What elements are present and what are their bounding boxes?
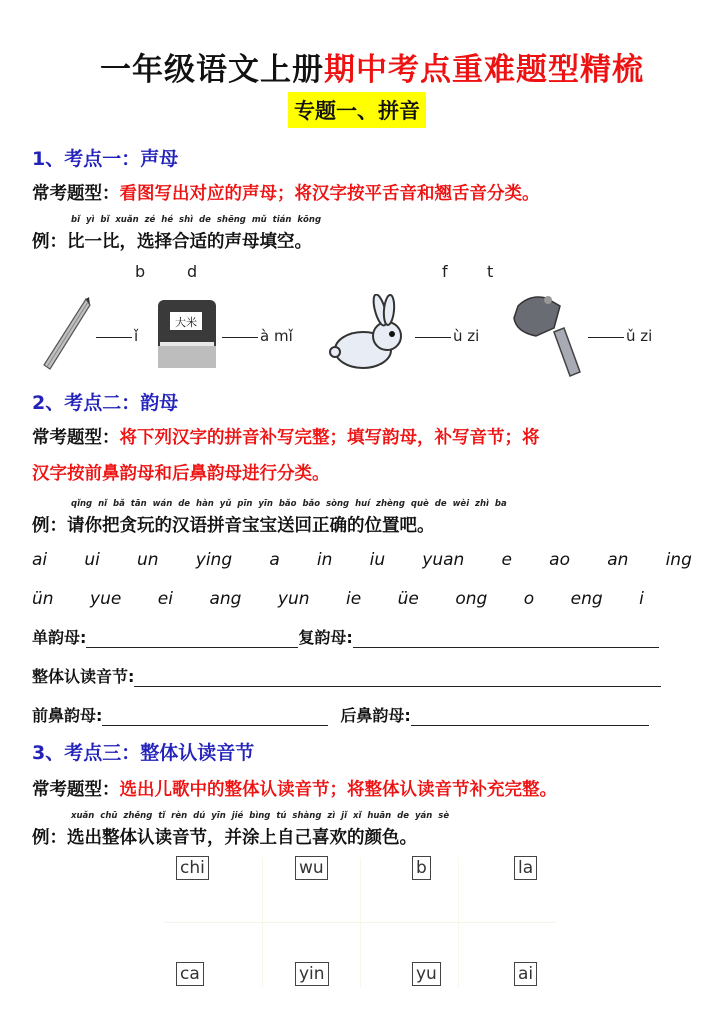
- section-1-question-type: [32, 176, 540, 212]
- syllable-box-yu[interactable]: yu: [412, 962, 441, 986]
- section-2-question-type: [32, 420, 540, 492]
- final-item: ai: [32, 550, 48, 570]
- whole-syllables-input[interactable]: [134, 668, 661, 687]
- rice-bag-icon: [156, 298, 218, 370]
- blank-pencil[interactable]: ǐ: [96, 327, 138, 345]
- qtype-label: 常考题型：: [32, 780, 120, 800]
- final-item: iu: [369, 550, 386, 570]
- front-nasal-input[interactable]: [102, 707, 328, 726]
- syllable-box-ca[interactable]: ca: [176, 962, 204, 986]
- final-item: üe: [397, 589, 419, 609]
- final-item: i: [639, 589, 644, 609]
- example-text: 比一比，选择合适的声母填空。: [67, 232, 312, 252]
- syllable-box-la[interactable]: la: [514, 856, 537, 880]
- syllable-box-yin[interactable]: yin: [295, 962, 329, 986]
- letter-choice-t: t: [487, 262, 494, 281]
- final-item: ang: [209, 589, 242, 609]
- final-item: e: [501, 550, 512, 570]
- final-item: ong: [455, 589, 488, 609]
- finals-row-1: [32, 550, 692, 570]
- example-label: 例：: [32, 516, 67, 536]
- single-finals-input[interactable]: [86, 629, 298, 648]
- letter-choice-b: b: [135, 262, 146, 281]
- final-item: ui: [84, 550, 100, 570]
- single-finals-label: 单韵母:: [32, 628, 87, 647]
- syllable-box-wu[interactable]: wu: [295, 856, 328, 880]
- qtype-text: 看图写出对应的声母；将汉字按平舌音和翘舌音分类。: [119, 184, 540, 204]
- pencil-icon: [38, 295, 94, 373]
- example-text: 选出整体认读音节，并涂上自己喜欢的颜色。: [67, 828, 417, 848]
- final-item: yun: [277, 589, 310, 609]
- axe-icon: [510, 292, 584, 378]
- final-item: eng: [570, 589, 603, 609]
- svg-text:大米: 大米: [175, 316, 197, 329]
- qtype-text-line2: 汉字按前鼻韵母和后鼻韵母进行分类。: [32, 464, 330, 484]
- final-item: un: [137, 550, 159, 570]
- letter-choice-d: d: [187, 262, 198, 281]
- final-item: yuan: [422, 550, 465, 570]
- qtype-label: 常考题型：: [32, 428, 120, 448]
- title-red-part: 期中考点重难题型精梳: [324, 52, 644, 88]
- section-2-heading: 2、考点二：韵母: [32, 392, 179, 414]
- final-item: yue: [90, 589, 122, 609]
- back-nasal-input[interactable]: [411, 707, 649, 726]
- blank-rabbit[interactable]: ù zi: [415, 327, 479, 345]
- example-label: 例：: [32, 232, 67, 252]
- qtype-text: 选出儿歌中的整体认读音节；将整体认读音节补充完整。: [119, 780, 557, 800]
- qtype-label: 常考题型：: [32, 184, 120, 204]
- final-item: an: [607, 550, 629, 570]
- syllable-box-chi[interactable]: chi: [176, 856, 209, 880]
- whole-syllables-label: 整体认读音节:: [32, 667, 135, 686]
- syllable-box-b[interactable]: b: [412, 856, 431, 880]
- qtype-text-line1: 将下列汉字的拼音补写完整；填写韵母，补写音节；将: [119, 428, 540, 448]
- final-item: a: [269, 550, 280, 570]
- final-item: ie: [345, 589, 362, 609]
- compound-finals-input[interactable]: [353, 629, 659, 648]
- back-nasal-label: 后鼻韵母:: [340, 706, 411, 725]
- topic-subtitle: 专题一、拼音: [288, 92, 426, 128]
- section-3-question-type: [32, 772, 557, 808]
- example-pinyin: xuǎn chū zhěng tǐ rèn dú yīn jié bìng tú shàng zì jǐ xǐ huān de yán sè: [71, 811, 450, 821]
- syllable-box-ai[interactable]: ai: [514, 962, 537, 986]
- example-pinyin: qǐng nǐ bǎ tān wán de hàn yǔ pīn yīn bǎo bǎo sòng huí zhèng què de wèi zhì ba: [71, 499, 507, 509]
- final-item: ing: [665, 550, 692, 570]
- page-title: [100, 44, 644, 89]
- fill-row-nasal: [32, 703, 649, 726]
- example-text: 请你把贪玩的汉语拼音宝宝送回正确的位置吧。: [67, 516, 435, 536]
- section-1-example: [32, 215, 322, 253]
- fill-row-simple-compound: [32, 625, 659, 648]
- letter-choice-f: f: [442, 262, 448, 281]
- section-1-heading: 1、考点一：声母: [32, 148, 179, 170]
- finals-row-2: [32, 589, 644, 609]
- section-2-example: [32, 499, 507, 537]
- fill-row-whole-syllables: [32, 664, 661, 687]
- front-nasal-label: 前鼻韵母:: [32, 706, 103, 725]
- section-3-heading: 3、考点三：整体认读音节: [32, 742, 255, 764]
- coloring-grid: [165, 858, 555, 988]
- compound-finals-label: 复韵母:: [298, 628, 353, 647]
- final-item: ao: [549, 550, 570, 570]
- rabbit-icon: [325, 294, 409, 372]
- section-3-example: [32, 811, 450, 849]
- blank-axe[interactable]: ǔ zi: [588, 327, 652, 345]
- title-black-part: 一年级语文上册: [100, 52, 324, 88]
- final-item: ei: [157, 589, 173, 609]
- final-item: ying: [195, 550, 233, 570]
- example-pinyin: bǐ yì bǐ xuǎn zé hé shì de shēng mǔ tián kōng: [71, 215, 322, 225]
- blank-rice[interactable]: à mǐ: [222, 327, 293, 345]
- final-item: o: [523, 589, 535, 609]
- final-item: in: [316, 550, 333, 570]
- final-item: ün: [32, 589, 54, 609]
- example-label: 例：: [32, 828, 67, 848]
